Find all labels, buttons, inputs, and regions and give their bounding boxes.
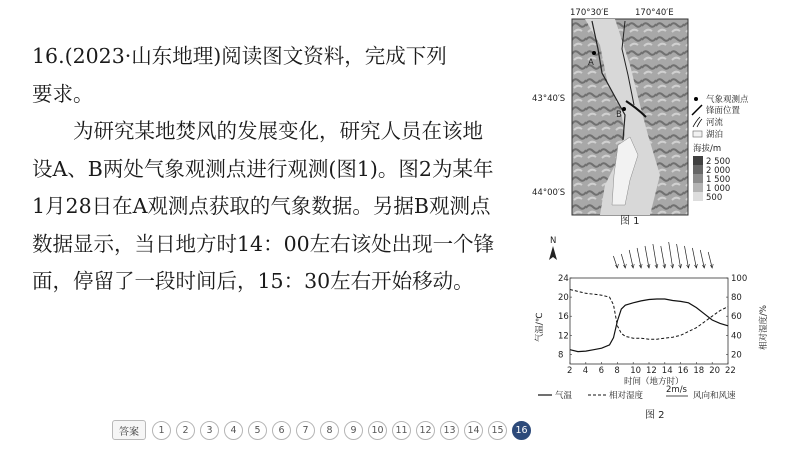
- wind-arrow: [621, 254, 625, 268]
- page-button-15[interactable]: 15: [488, 421, 507, 440]
- x-tick-label: 16: [677, 366, 689, 376]
- x-tick-label: 14: [661, 366, 673, 376]
- figure-2-caption: 图 2: [645, 410, 665, 421]
- wind-arrows: [613, 242, 713, 268]
- legend-river-label: 河流: [706, 118, 724, 128]
- legend-elev-title: 海拔/m: [693, 144, 722, 154]
- legend-wind-label: 风向和风速: [693, 391, 736, 401]
- page-button-2[interactable]: 2: [176, 421, 195, 440]
- legend-river-icon: [693, 117, 702, 127]
- page-button-7[interactable]: 7: [296, 421, 315, 440]
- legend-lake-icon: [693, 131, 702, 137]
- figure-1-caption: 图 1: [620, 216, 640, 227]
- legend-elev-label-1: 2 000: [706, 166, 731, 176]
- x-tick-label: 10: [630, 366, 642, 376]
- page-button-8[interactable]: 8: [320, 421, 339, 440]
- legend-wind-scale: 2m/s: [666, 385, 687, 395]
- right-tick-label: 60: [731, 312, 742, 323]
- question-pager: [112, 420, 531, 440]
- page-button-9[interactable]: 9: [344, 421, 363, 440]
- x-tick-label: 2: [567, 366, 573, 376]
- x-tick-label: 22: [725, 366, 736, 376]
- left-tick-label: 8: [558, 350, 564, 361]
- legend-elev-label-2: 1 500: [706, 175, 731, 185]
- question-text: [32, 38, 502, 301]
- question-paragraph: 为研究某地焚风的发展变化，研究人员在该地设A、B两处气象观测点进行观测(图1)。图2为某年1月28日在A观测点获取的气象数据。另据B观测点数据显示，当日地方时14：00左右该处出现一个锋面，停留了一段时间后，15：30左右开始移动。: [32, 119, 495, 293]
- left-tick-label: 20: [558, 293, 569, 304]
- north-arrow-icon: [549, 246, 557, 260]
- right-tick-label: 100: [731, 274, 748, 284]
- x-tick-label: 20: [709, 366, 721, 376]
- wind-arrow: [653, 244, 657, 268]
- legend-front-label: 锋面位置: [706, 106, 741, 116]
- plot-frame: [570, 278, 728, 364]
- station-a-dot: [592, 51, 596, 55]
- figure-1-map: [530, 5, 790, 225]
- x-tick-label: 4: [582, 366, 589, 376]
- wind-arrow: [669, 242, 673, 268]
- legend-station-label: 气象观测点: [706, 95, 749, 105]
- legend-elev-2500: [693, 156, 703, 165]
- page-button-11[interactable]: 11: [392, 421, 411, 440]
- page-button-4[interactable]: 4: [224, 421, 243, 440]
- page-button-3[interactable]: 3: [200, 421, 219, 440]
- legend-front-icon: [692, 105, 702, 115]
- x-axis-label: 时间（地方时）: [624, 377, 684, 387]
- wind-arrow: [637, 248, 641, 268]
- right-tick-label: 20: [731, 350, 742, 361]
- left-tick-label: 16: [558, 312, 569, 323]
- x-tick-label: 8: [614, 366, 620, 376]
- page-button-13[interactable]: 13: [440, 421, 459, 440]
- left-tick-label: 24: [558, 274, 569, 284]
- legend-temp-label: 气温: [555, 391, 573, 401]
- lon-left-label: 170°30′E: [570, 8, 609, 18]
- page-button-1[interactable]: 1: [152, 421, 171, 440]
- legend-lake-label: 湖泊: [706, 130, 724, 140]
- x-tick-label: 12: [646, 366, 657, 376]
- legend-elev-1000: [693, 183, 703, 192]
- lon-right-label: 170°40′E: [635, 8, 674, 18]
- page-button-10[interactable]: 10: [368, 421, 387, 440]
- legend-elev-2000: [693, 165, 703, 174]
- station-a-label: A: [588, 58, 594, 68]
- wind-arrow: [613, 256, 617, 268]
- legend-elev-label-4: 500: [706, 193, 723, 203]
- page-button-14[interactable]: 14: [464, 421, 483, 440]
- wind-arrow: [677, 244, 681, 268]
- wind-arrow: [708, 252, 712, 268]
- page-button-5[interactable]: 5: [248, 421, 267, 440]
- north-label: N: [550, 236, 557, 246]
- x-tick-label: 18: [693, 366, 705, 376]
- right-axis-label: 相对湿度/%: [759, 305, 769, 350]
- temperature-line: [570, 299, 728, 352]
- legend-elev-500: [693, 192, 703, 201]
- left-tick-label: 12: [558, 331, 569, 342]
- legend-station-icon: [694, 97, 698, 101]
- legend-elev-label-0: 2 500: [706, 157, 731, 167]
- left-axis-label: 气温/℃: [535, 312, 545, 342]
- legend-hum-label: 相对湿度: [609, 391, 644, 401]
- station-b-dot: [622, 107, 626, 111]
- figure-2-chart: [528, 232, 790, 412]
- wind-arrow: [645, 246, 649, 268]
- station-b-label: B: [616, 110, 622, 120]
- question-line-2: 要求。: [32, 81, 94, 106]
- page-button-12[interactable]: 12: [416, 421, 435, 440]
- x-tick-label: 6: [598, 366, 605, 376]
- legend-elev-label-3: 1 000: [706, 184, 731, 194]
- wind-arrow: [685, 246, 689, 268]
- right-tick-label: 40: [731, 331, 742, 342]
- page-button-16[interactable]: 16: [512, 421, 531, 440]
- page-button-6[interactable]: 6: [272, 421, 291, 440]
- question-line-1: 16.(2023·山东地理)阅读图文资料，完成下列: [32, 44, 447, 68]
- answer-button[interactable]: 答案: [112, 420, 146, 440]
- right-tick-label: 80: [731, 293, 742, 304]
- lat-bottom-label: 44°00′S: [532, 188, 566, 198]
- wind-arrow: [661, 246, 665, 268]
- legend-elev-1500: [693, 174, 703, 183]
- lat-top-label: 43°40′S: [532, 94, 566, 104]
